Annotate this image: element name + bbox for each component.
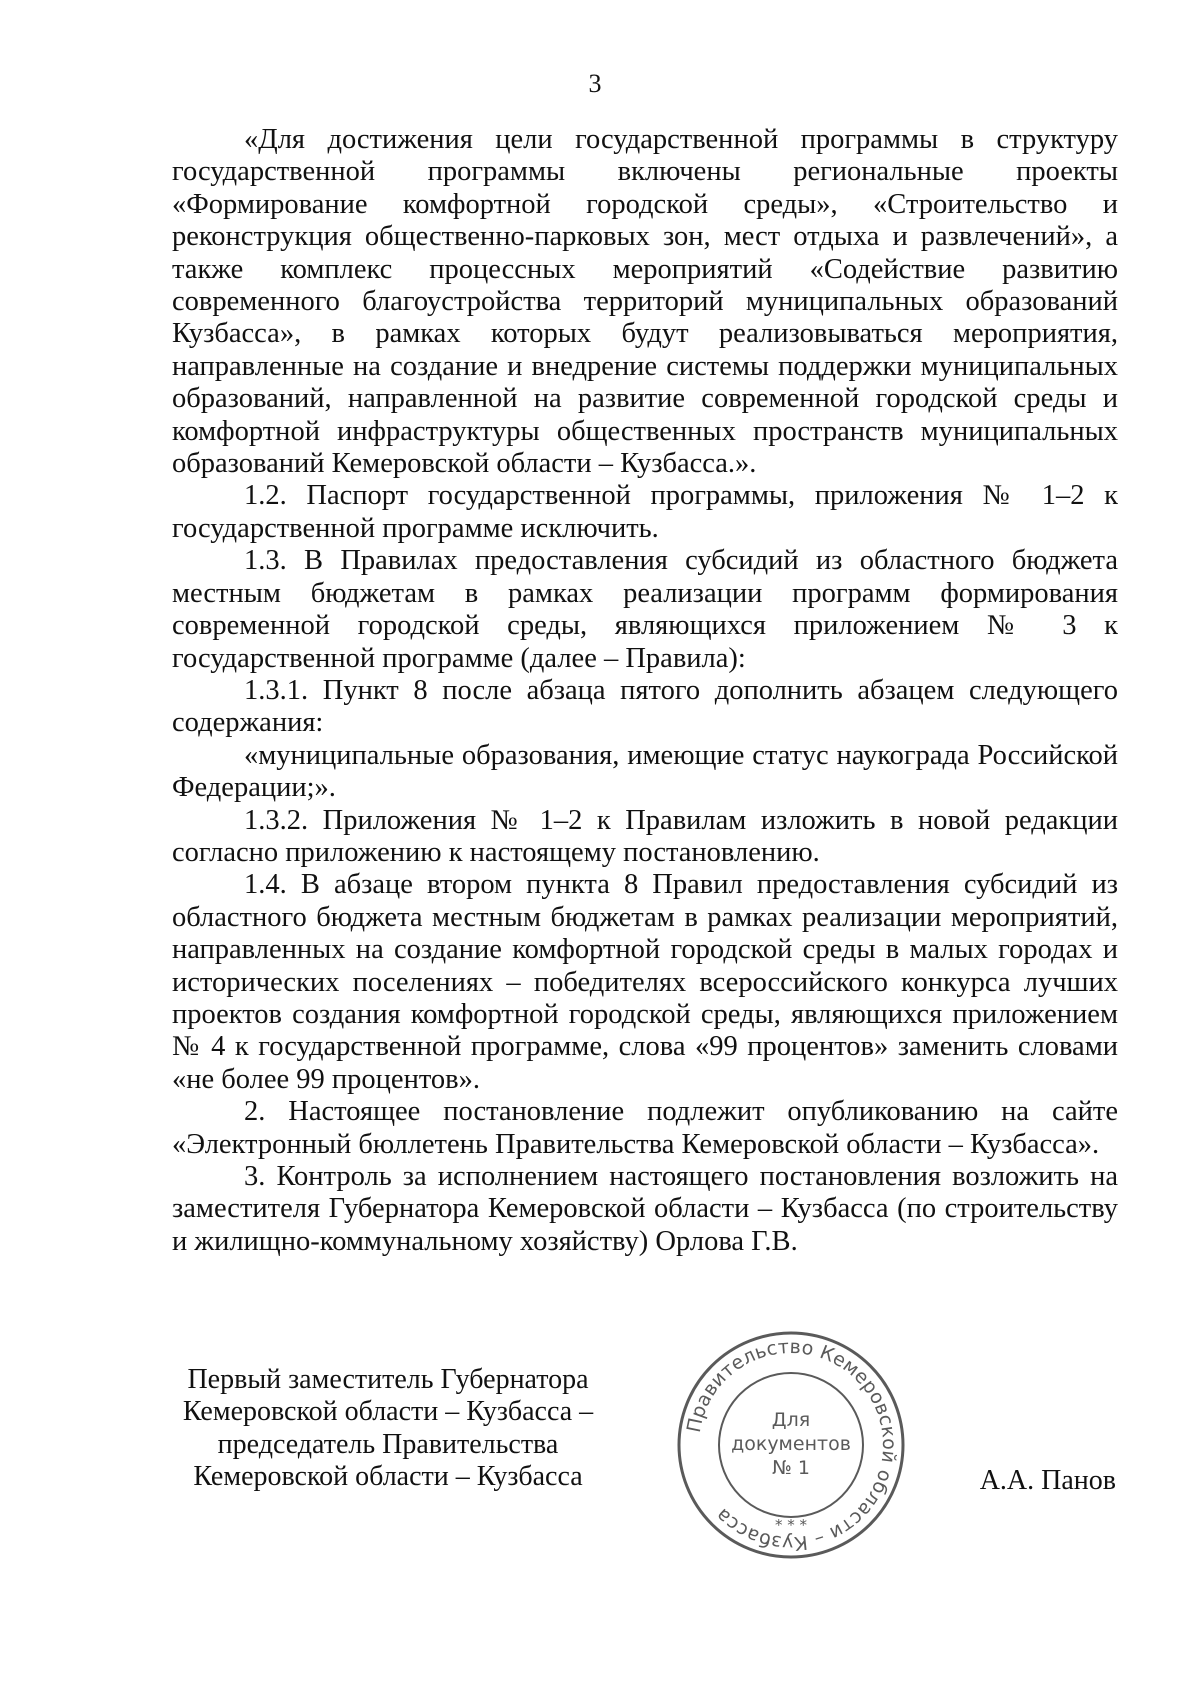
paragraph-2: 2. Настоящее постановление подлежит опубликованию на сайте «Электронный бюллетень Правительства Кемеровской области – Кузбасса». bbox=[172, 1096, 1118, 1160]
official-stamp bbox=[676, 1330, 906, 1560]
paragraph-1-3-1: 1.3.1. Пункт 8 после абзаца пятого дополнить абзацем следующего содержания: bbox=[172, 674, 1118, 739]
signature-position-line: председатель Правительства bbox=[217, 1428, 559, 1460]
document-body bbox=[172, 124, 1118, 1258]
stamp-center-line: Для bbox=[771, 1409, 811, 1431]
stamp-center-line: № 1 bbox=[772, 1457, 810, 1479]
page-number: 3 bbox=[588, 69, 602, 98]
paragraph-1-4: 1.4. В абзаце втором пункта 8 Правил предоставления субсидий из областного бюджета местным бюджетам в рамках реализации мероприятий, направленных на создание комфортной городской среды в малых городах и исторических поселениях – победителях всероссийского конкурса лучших проектов создания комфортной городской среды, являющихся приложением № 4 к государственной программе, слова «99 процентов» заменить словами «не более 99 процентов». bbox=[172, 869, 1118, 1095]
paragraph-3: 3. Контроль за исполнением настоящего постановления возложить на заместителя Губернатора Кемеровской области – Кузбасса (по строительству и жилищно-коммунальному хозяйству) Орлова Г.В. bbox=[172, 1161, 1118, 1257]
paragraph-1-3-2: 1.3.2. Приложения № 1–2 к Правилам изложить в новой редакции согласно приложению к настоящему постановлению. bbox=[172, 804, 1118, 868]
signer-name: А.А. Панов bbox=[979, 1465, 1116, 1496]
signature-position-line: Первый заместитель Губернатора bbox=[187, 1364, 589, 1395]
signature-position-line: Кемеровской области – Кузбасса bbox=[193, 1461, 583, 1493]
paragraph-program-goal: «Для достижения цели государственной программы в структуру государственной программы включены региональные проекты «Формирование комфортной городской среды», «Строительство и реконструкция общественно-парковых зон, мест отдыха и развлечений», а также комплекс процессных мероприятий «Содействие развитию современного благоустройства территорий муниципальных образований Кузбасса», в рамках которых будут реализовываться мероприятия, направленные на создание и внедрение системы поддержки муниципальных образований, направленной на развитие современной городской среды и комфортной инфраструктуры общественных пространств муниципальных образований Кемеровской области – Кузбасса.». bbox=[172, 124, 1118, 480]
signature-position-line: Кемеровской области – Кузбасса – bbox=[182, 1396, 594, 1428]
stamp-stars: * * * bbox=[774, 1516, 808, 1534]
stamp-ring-text: Правительство Кемеровской области – Кузбасса bbox=[682, 1335, 901, 1555]
paragraph-naukograd: «муниципальные образования, имеющие статус наукограда Российской Федерации;». bbox=[172, 739, 1118, 804]
signature-position bbox=[168, 1364, 608, 1494]
paragraph-1-3: 1.3. В Правилах предоставления субсидий из областного бюджета местным бюджетам в рамках реализации программ формирования современной городской среды, являющихся приложением № 3 к государственной программе (далее – Правила): bbox=[172, 545, 1118, 674]
paragraph-1-2: 1.2. Паспорт государственной программы, приложения № 1–2 к государственной программе исключить. bbox=[172, 480, 1118, 544]
stamp-center-line: документов bbox=[731, 1433, 851, 1455]
